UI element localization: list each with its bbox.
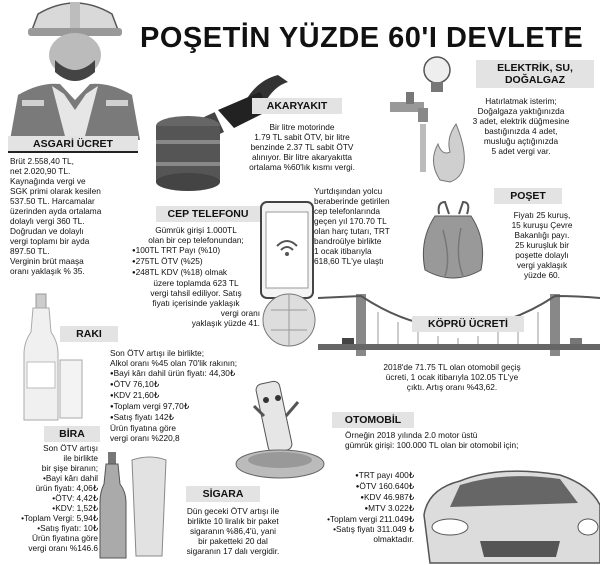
akaryakit-text: Bir litre motorinde 1.79 TL sabit ÖTV, bir litre benzinde 2.37 TL sabit ÖTV alınıyor. Bir litre akaryakıtta ortalama %60'lık kısmı vergi.	[249, 122, 355, 172]
otomobil-label: OTOMOBİL	[332, 412, 414, 428]
cep-text: Gümrük girişi 1.000TL olan bir cep telefonundan; ● 100TL TRT Payı (%10) ● 275TL ÖTV (%25) ● 248TL KDV (%18) olmak üzere toplamda 623 TL vergi tahsil ediliyor. Satış fiyatı içerisinde yaklaşık vergi oranı yaklaşık yüzde 41.	[132, 225, 260, 328]
poset-label: POŞET	[494, 188, 562, 204]
asgari-label: ASGARİ ÜCRET	[8, 136, 138, 152]
sigara-label: SİGARA	[186, 486, 260, 502]
asgari-text: Brüt 2.558,40 TL, net 2.020,90 TL. Kaynağında vergi ve SGK primi olarak kesilen 537.50 TL. Harcamalar üzerinden ayda ortalama dolaylı vergi 360 TL. Doğrudan ve dolaylı vergi toplamı bir ayda 897.50 TL. Verginin brüt maaşa oranı yaklaşık % 35.	[10, 156, 102, 276]
otomobil-intro: Örneğin 2018 yılında 2.0 motor üstü gümrük girişi: 100.000 TL olan bir otomobil için;	[345, 430, 519, 450]
car-illustration	[410, 445, 600, 565]
sigara-text: Dün geceki ÖTV artışı ile birlikte 10 liralık bir paket sigaranın %86,4'ü, yani bir paketteki 20 dal sigaranın 17 dalı vergidir.	[186, 506, 280, 556]
kopru-label: KÖPRÜ ÜCRETİ	[412, 316, 524, 332]
raki-text: Son ÖTV artışı ile birlikte; Alkol oranı %45 olan 70'lik rakının; ● Bayi kârı dahil ürün fiyatı: 44,30₺ ● ÖTV 76,10₺ ● KDV 21,60₺ ● Toplam vergi 97,70₺ ● Satış fiyatı 142₺ Ürün fiyatına göre vergi oranı %220,8	[110, 348, 280, 443]
raki-label: RAKI	[60, 326, 118, 342]
elektrik-text: Hatırlatmak isterim; Doğalgaza yaktığınızda 3 adet, elektrik düğmesine bastığınızda 4 adet, musluğu açtığınızda 5 adet vergi var.	[472, 96, 570, 156]
otomobil-text: ● TRT payı 400₺ ● ÖTV 160.640₺ ● KDV 46.987₺ ● MTV 3.022₺ •Toplam vergi 211.049₺ •Satış fiyatı 311.049 ₺ olmaktadır.	[300, 470, 414, 544]
elektrik-label: ELEKTRİK, SU, DOĞALGAZ	[476, 60, 594, 88]
page-title: POŞETİN YÜZDE 60'I DEVLETE	[140, 22, 584, 54]
asgari-rule	[8, 151, 138, 153]
worker-illustration	[0, 0, 150, 140]
bira-text: Son ÖTV artışı ile birlikte bir şişe biranın; •Bayi kârı dahil ürün fiyatı: 4,06₺ •ÖTV: 4,42₺ •KDV: 1,52₺ •Toplam Vergi: 5,94₺ •Satış fiyatı: 10₺ Ürün fiyatına göre vergi oranı %146.6	[21, 443, 98, 553]
yurtdisi-text: Yurtdışından yolcu beraberinde getirilen cep telefonlarında geçen yıl 170.70 TL olan harç tutarı, TRT bandroülye birlikte 1 ocak itibarıyla 618,60 TL'ye ulaştı	[314, 186, 390, 266]
beer-illustration	[100, 450, 170, 560]
poset-text: Fiyatı 25 kuruş, 15 kuruşu Çevre Bakanlığı payı. 25 kuruşluk bir poşette dolaylı vergi yaklaşık yüzde 60.	[511, 210, 573, 280]
plastic-bag-illustration	[415, 200, 490, 285]
akaryakit-label: AKARYAKIT	[252, 98, 342, 114]
bira-label: BİRA	[44, 426, 100, 442]
cep-label: CEP TELEFONU	[156, 206, 260, 222]
kopru-text: 2018'de 71.75 TL olan otomobil geçiş ücreti, 1 ocak itibarıyla 102.05 TL'ye çıktı. Artış oranı %43,62.	[383, 362, 521, 392]
raki-bottle-illustration	[18, 292, 93, 422]
